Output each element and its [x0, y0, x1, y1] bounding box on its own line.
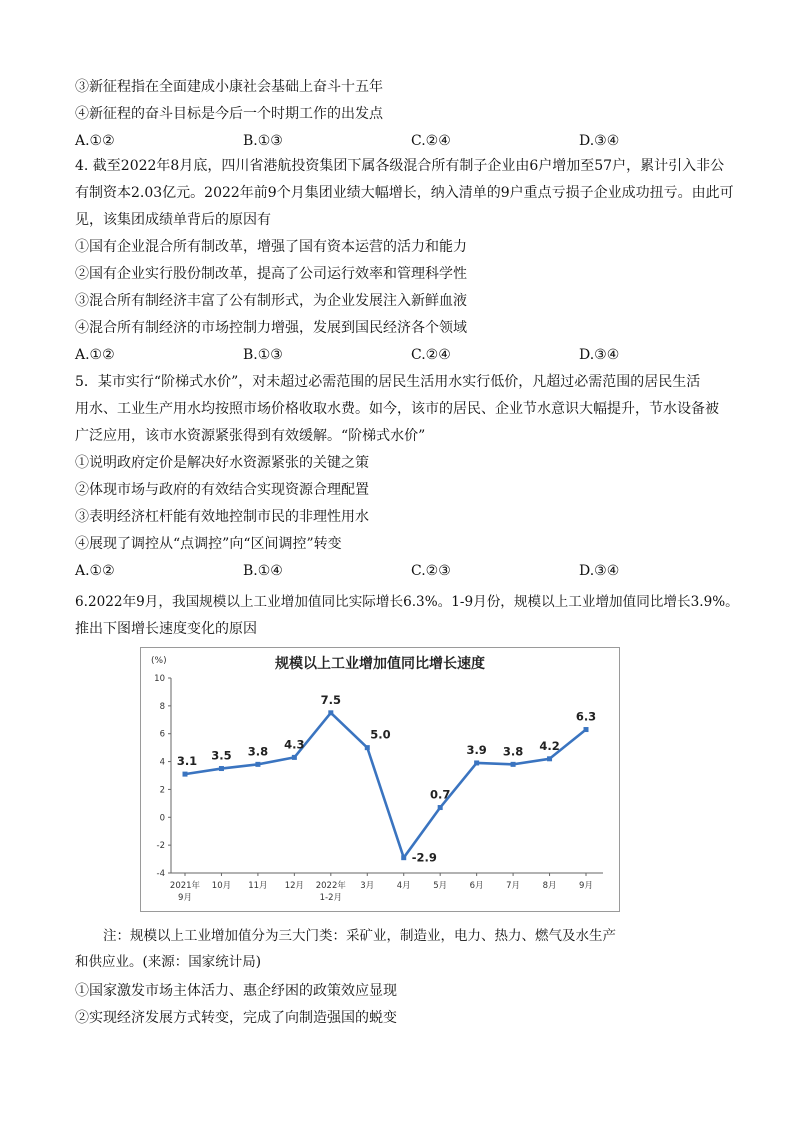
data-point	[584, 727, 589, 732]
data-label: 4.3	[284, 737, 305, 752]
q5-stem-line-3: 广泛应用，该市水资源紧张得到有效缓解。“阶梯式水价”	[75, 428, 426, 444]
q5-choice-c[interactable]: C.②③	[411, 563, 451, 579]
q4-choice-d[interactable]: D.③④	[579, 347, 620, 363]
y-tick-label: -2	[156, 841, 165, 852]
chart-data-labels	[177, 693, 596, 865]
data-point	[292, 755, 297, 760]
data-label: 6.3	[575, 709, 597, 724]
x-tick-label: 5月	[433, 881, 448, 891]
q4-option-3: ③混合所有制经济丰富了公有制形式，为企业发展注入新鲜血液	[75, 293, 467, 309]
x-tick-label: 9月	[579, 881, 593, 891]
data-label: 3.8	[247, 744, 269, 759]
x-tick-label: 2022年	[315, 881, 346, 891]
x-tick-label: 3月	[360, 881, 375, 891]
data-label: 3.9	[466, 742, 487, 757]
chart-note-line-1: 注：规模以上工业增加值分为三大门类：采矿业，制造业，电力、热力、燃气及水生产	[103, 928, 616, 944]
q3-choice-b[interactable]: B.①③	[243, 133, 283, 149]
q3-option-4: ④新征程的奋斗目标是今后一个时期工作的出发点	[75, 106, 383, 122]
data-point	[365, 745, 370, 750]
y-tick-label: 6	[159, 729, 165, 740]
data-point	[401, 855, 406, 860]
chart-axes	[154, 674, 603, 903]
y-tick-label: -4	[156, 869, 165, 879]
data-point	[219, 766, 224, 771]
x-tick-label: 12月	[284, 881, 305, 891]
q6-option-1: ①国家激发市场主体活力、惠企纾困的政策效应显现	[75, 983, 397, 999]
growth-chart	[140, 647, 620, 912]
q3-choice-c[interactable]: C.②④	[411, 133, 451, 149]
q5-choice-d[interactable]: D.③④	[579, 563, 620, 579]
x-tick-label: 1-2月	[319, 893, 343, 903]
chart-y-unit: (%)	[151, 656, 167, 666]
y-tick-label: 0	[159, 813, 165, 824]
q4-option-2: ②国有企业实行股份制改革，提高了公司运行效率和管理科学性	[75, 266, 467, 282]
x-tick-label: 6月	[469, 881, 484, 891]
x-tick-label: 10月	[211, 881, 232, 891]
data-point	[255, 762, 260, 767]
q3-choice-d[interactable]: D.③④	[579, 133, 620, 149]
q5-choice-b[interactable]: B.①④	[243, 563, 283, 579]
q4-stem-line-2: 有制资本2.03亿元。2022年前9个月集团业绩大幅增长，纳入清单的9户重点亏损子企业成功扭亏。由此可	[75, 185, 734, 201]
y-tick-label: 4	[159, 757, 165, 768]
y-tick-label: 2	[159, 785, 165, 796]
q4-stem-line-1: 4. 截至2022年8月底，四川省港航投资集团下属各级混合所有制子企业由6户增加至57户，累计引入非公	[75, 158, 725, 174]
x-tick-label: 7月	[506, 881, 521, 891]
q5-option-4: ④展现了调控从“点调控”向“区间调控”转变	[75, 536, 342, 552]
y-tick-label: 10	[154, 674, 165, 684]
data-label: 7.5	[320, 692, 342, 707]
q4-choice-c[interactable]: C.②④	[411, 347, 451, 363]
y-tick-label: 8	[159, 701, 165, 712]
q4-option-1: ①国有企业混合所有制改革，增强了国有资本运营的活力和能力	[75, 239, 467, 255]
q6-option-2: ②实现经济发展方式转变，完成了向制造强国的蜕变	[75, 1010, 397, 1026]
data-label: 0.7	[429, 787, 451, 802]
data-label: 3.5	[211, 748, 232, 763]
growth-chart-svg	[141, 648, 619, 911]
chart-title: 规模以上工业增加值同比增长速度	[275, 656, 485, 672]
q5-answer-choices	[75, 561, 715, 581]
q4-answer-choices	[75, 345, 715, 365]
data-point	[474, 760, 479, 765]
data-point	[438, 805, 443, 810]
x-tick-label: 8月	[542, 881, 557, 891]
data-label: -2.9	[411, 850, 437, 865]
x-tick-label: 9月	[178, 893, 192, 903]
x-tick-label: 11月	[248, 881, 268, 891]
data-label: 5.0	[370, 727, 391, 742]
q3-answer-choices	[75, 131, 715, 151]
x-tick-label: 2021年	[169, 881, 201, 891]
data-point	[183, 772, 188, 777]
data-point	[328, 710, 333, 715]
q5-option-1: ①说明政府定价是解决好水资源紧张的关键之策	[75, 455, 369, 471]
q5-option-2: ②体现市场与政府的有效结合实现资源合理配置	[75, 482, 369, 498]
q4-stem-line-3: 见，该集团成绩单背后的原因有	[75, 212, 271, 228]
q4-choice-a[interactable]: A.①②	[75, 347, 115, 363]
q5-option-3: ③表明经济杠杆能有效地控制市民的非理性用水	[75, 509, 369, 525]
q5-stem-line-2: 用水、工业生产用水均按照市场价格收取水费。如今，该市的居民、企业节水意识大幅提升，节水设备被	[75, 401, 719, 417]
x-tick-label: 4月	[396, 881, 411, 891]
q5-stem-line-1: 5．某市实行“阶梯式水价”，对未超过必需范围的居民生活用水实行低价，凡超过必需范围的居民生活	[75, 374, 701, 390]
q3-option-3: ③新征程指在全面建成小康社会基础上奋斗十五年	[75, 79, 383, 95]
data-point	[547, 756, 552, 761]
q3-choice-a[interactable]: A.①②	[75, 133, 115, 149]
data-label: 3.8	[502, 744, 524, 759]
q5-choice-a[interactable]: A.①②	[75, 563, 115, 579]
data-label: 4.2	[539, 738, 560, 753]
chart-note-line-2: 和供应业。(来源：国家统计局)	[75, 954, 262, 970]
q6-stem-line-2: 推出下图增长速度变化的原因	[75, 621, 257, 637]
data-label: 3.1	[176, 754, 198, 769]
q6-stem-line-1: 6.2022年9月，我国规模以上工业增加值同比实际增长6.3%。1-9月份，规模以上工业增加值同比增长3.9%。	[75, 594, 739, 610]
q4-choice-b[interactable]: B.①③	[243, 347, 283, 363]
q4-option-4: ④混合所有制经济的市场控制力增强，发展到国民经济各个领域	[75, 320, 467, 336]
data-point	[511, 762, 516, 767]
